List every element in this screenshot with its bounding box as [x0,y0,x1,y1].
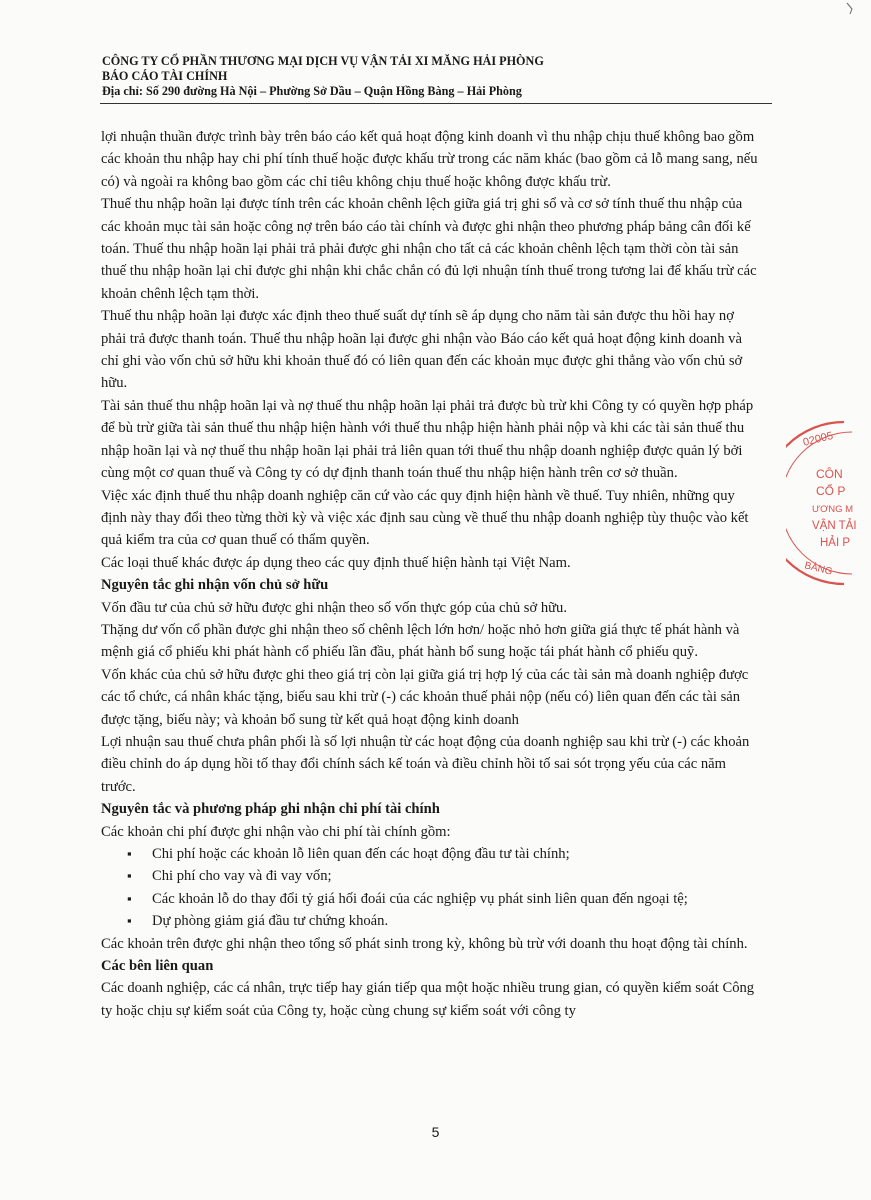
paragraph: Lợi nhuận sau thuế chưa phân phối là số lợi nhuận từ các hoạt động của doanh nghiệp sau khi trừ (-) các khoản điều chỉnh do áp dụng hồi tố thay đổi chính sách kế toán và điều chỉnh hồi tố sai sót trọng yếu của các năm trước. [101,733,750,795]
stamp-text: CÔN [816,467,843,481]
company-seal-stamp [786,418,871,588]
paragraph: Thuế thu nhập hoãn lại được tính trên các khoản chênh lệch giữa giá trị ghi sổ và cơ sở tính thuế thu nhập của các khoản mục tài sản hoặc công nợ trên báo cáo tài chính và được ghi nhận theo phương pháp bảng cân đối kế toán. Thuế thu nhập hoãn lại phải trả phải được ghi nhận cho tất cả các khoản chênh lệch tạm thời còn tài sản thuế thu nhập hoãn lại chỉ được ghi nhận khi chắc chắn có đủ lợi nhuận tính thuế trong tương lai để khấu trừ các khoản chênh lệch tạm thời. [101,196,757,302]
stamp-text: BÀNG [803,560,834,578]
stamp-text: 02005 [801,429,835,449]
paragraph: Các khoản chi phí được ghi nhận vào chi phí tài chính gồm: [101,823,451,840]
document-body [101,126,761,1022]
list-item: ▪ Dự phòng giảm giá đầu tư chứng khoán. [127,910,761,932]
finance-cost-list [101,843,761,933]
stamp-text: ƯƠNG M [812,504,854,515]
paragraph: Việc xác định thuế thu nhập doanh nghiệp căn cứ vào các quy định hiện hành về thuế. Tuy nhiên, những quy định này thay đổi theo từng thời kỳ và việc xác định sau cùng về thuế thu nhập doanh nghiệp tùy thuộc vào kết quả kiểm tra của cơ quan thuế có thẩm quyền. [101,487,749,549]
paragraph: Các khoản trên được ghi nhận theo tổng số phát sinh trong kỳ, không bù trừ với doanh thu hoạt động tài chính. [101,935,748,952]
report-title: BÁO CÁO TÀI CHÍNH [102,69,228,83]
page-number: 5 [431,1124,440,1140]
paragraph: Các doanh nghiệp, các cá nhân, trực tiếp hay gián tiếp qua một hoặc nhiều trung gian, có quyền kiểm soát Công ty hoặc chịu sự kiểm soát của Công ty, hoặc cùng chung sự kiểm soát với công ty [101,980,755,1019]
paragraph: Vốn khác của chủ sở hữu được ghi theo giá trị còn lại giữa giá trị hợp lý của các tài sản mà doanh nghiệp được các tổ chức, cá nhân khác tặng, biếu sau khi trừ (-) các khoản thuế phải nộp (nếu có) liên quan đến các tài sản được tặng, biếu này; và khoản bổ sung từ kết quả hoạt động kinh doanh [101,666,749,728]
paragraph: Thặng dư vốn cổ phần được ghi nhận theo số chênh lệch lớn hơn/ hoặc nhỏ hơn giữa giá thực tế phát hành và mệnh giá cổ phiếu khi phát hành cổ phiếu lần đầu, phát hành bổ sung hoặc tái phát hành cổ phiếu quỹ. [101,621,740,661]
section-heading-related-parties: Các bên liên quan [101,958,214,975]
paragraph: Vốn đầu tư của chủ sở hữu được ghi nhận theo số vốn thực góp của chủ sở hữu. [101,599,567,616]
section-heading-equity: Nguyên tắc ghi nhận vốn chủ sở hữu [101,577,329,594]
paragraph: Thuế thu nhập hoãn lại được xác định theo thuế suất dự tính sẽ áp dụng cho năm tài sản được thu hồi hay nợ phải trả được thanh toán. Thuế thu nhập hoãn lại được ghi nhận vào Báo cáo kết quả hoạt động kinh doanh và chỉ ghi vào vốn chủ sở hữu khi khoản thuế đó có liên quan đến các khoản mục được ghi thẳng vào vốn chủ sở hữu. [101,308,743,392]
paragraph: lợi nhuận thuần được trình bày trên báo cáo kết quả hoạt động kinh doanh vì thu nhập chịu thuế không bao gồm các khoản thu nhập hay chi phí tính thuế hoặc được khấu trừ trong các năm khác (bao gồm cả lỗ mang sang, nếu có) và ngoài ra không bao gồm các chỉ tiêu không chịu thuế hoặc không được khấu trừ. [101,129,758,190]
header-divider [100,103,772,104]
list-item: ▪ Các khoản lỗ do thay đổi tỷ giá hối đoái của các nghiệp vụ phát sinh liên quan đến ngoại tệ; [127,888,761,910]
list-item: ▪ Chi phí cho vay và đi vay vốn; [127,865,761,887]
paragraph: Tài sản thuế thu nhập hoãn lại và nợ thuế thu nhập hoãn lại phải trả được bù trừ khi Công ty có quyền hợp pháp để bù trừ giữa tài sản thuế thu nhập hiện hành với thuế thu nhập hiện hành phải nộp và khi các tài sản thuế thu nhập hoãn lại và nợ thuế thu nhập hoãn lại phải trả liên quan tới thuế thu nhập doanh nghiệp được quản lý bởi cùng một cơ quan thuế và Công ty có dự định thanh toán thuế thu nhập hiện hành trên cơ sở thuần. [101,397,754,482]
document-header [102,54,802,99]
stamp-text: HẢI P [820,537,851,549]
company-address: Địa chỉ: Số 290 đường Hà Nội – Phường Sở Dầu – Quận Hồng Bàng – Hải Phòng [102,84,522,98]
section-heading-finance-cost: Nguyên tắc và phương pháp ghi nhận chi phí tài chính [101,801,440,818]
corner-pen-mark [845,2,859,16]
company-name: CÔNG TY CỔ PHẦN THƯƠNG MẠI DỊCH VỤ VẬN TẢI XI MĂNG HẢI PHÒNG [102,54,544,68]
list-item: ▪ Chi phí hoặc các khoản lỗ liên quan đến các hoạt động đầu tư tài chính; [127,843,761,865]
stamp-text: VẬN TẢI [812,520,857,532]
paragraph: Các loại thuế khác được áp dụng theo các quy định thuế hiện hành tại Việt Nam. [101,554,571,571]
stamp-text: CỔ P [816,484,846,498]
